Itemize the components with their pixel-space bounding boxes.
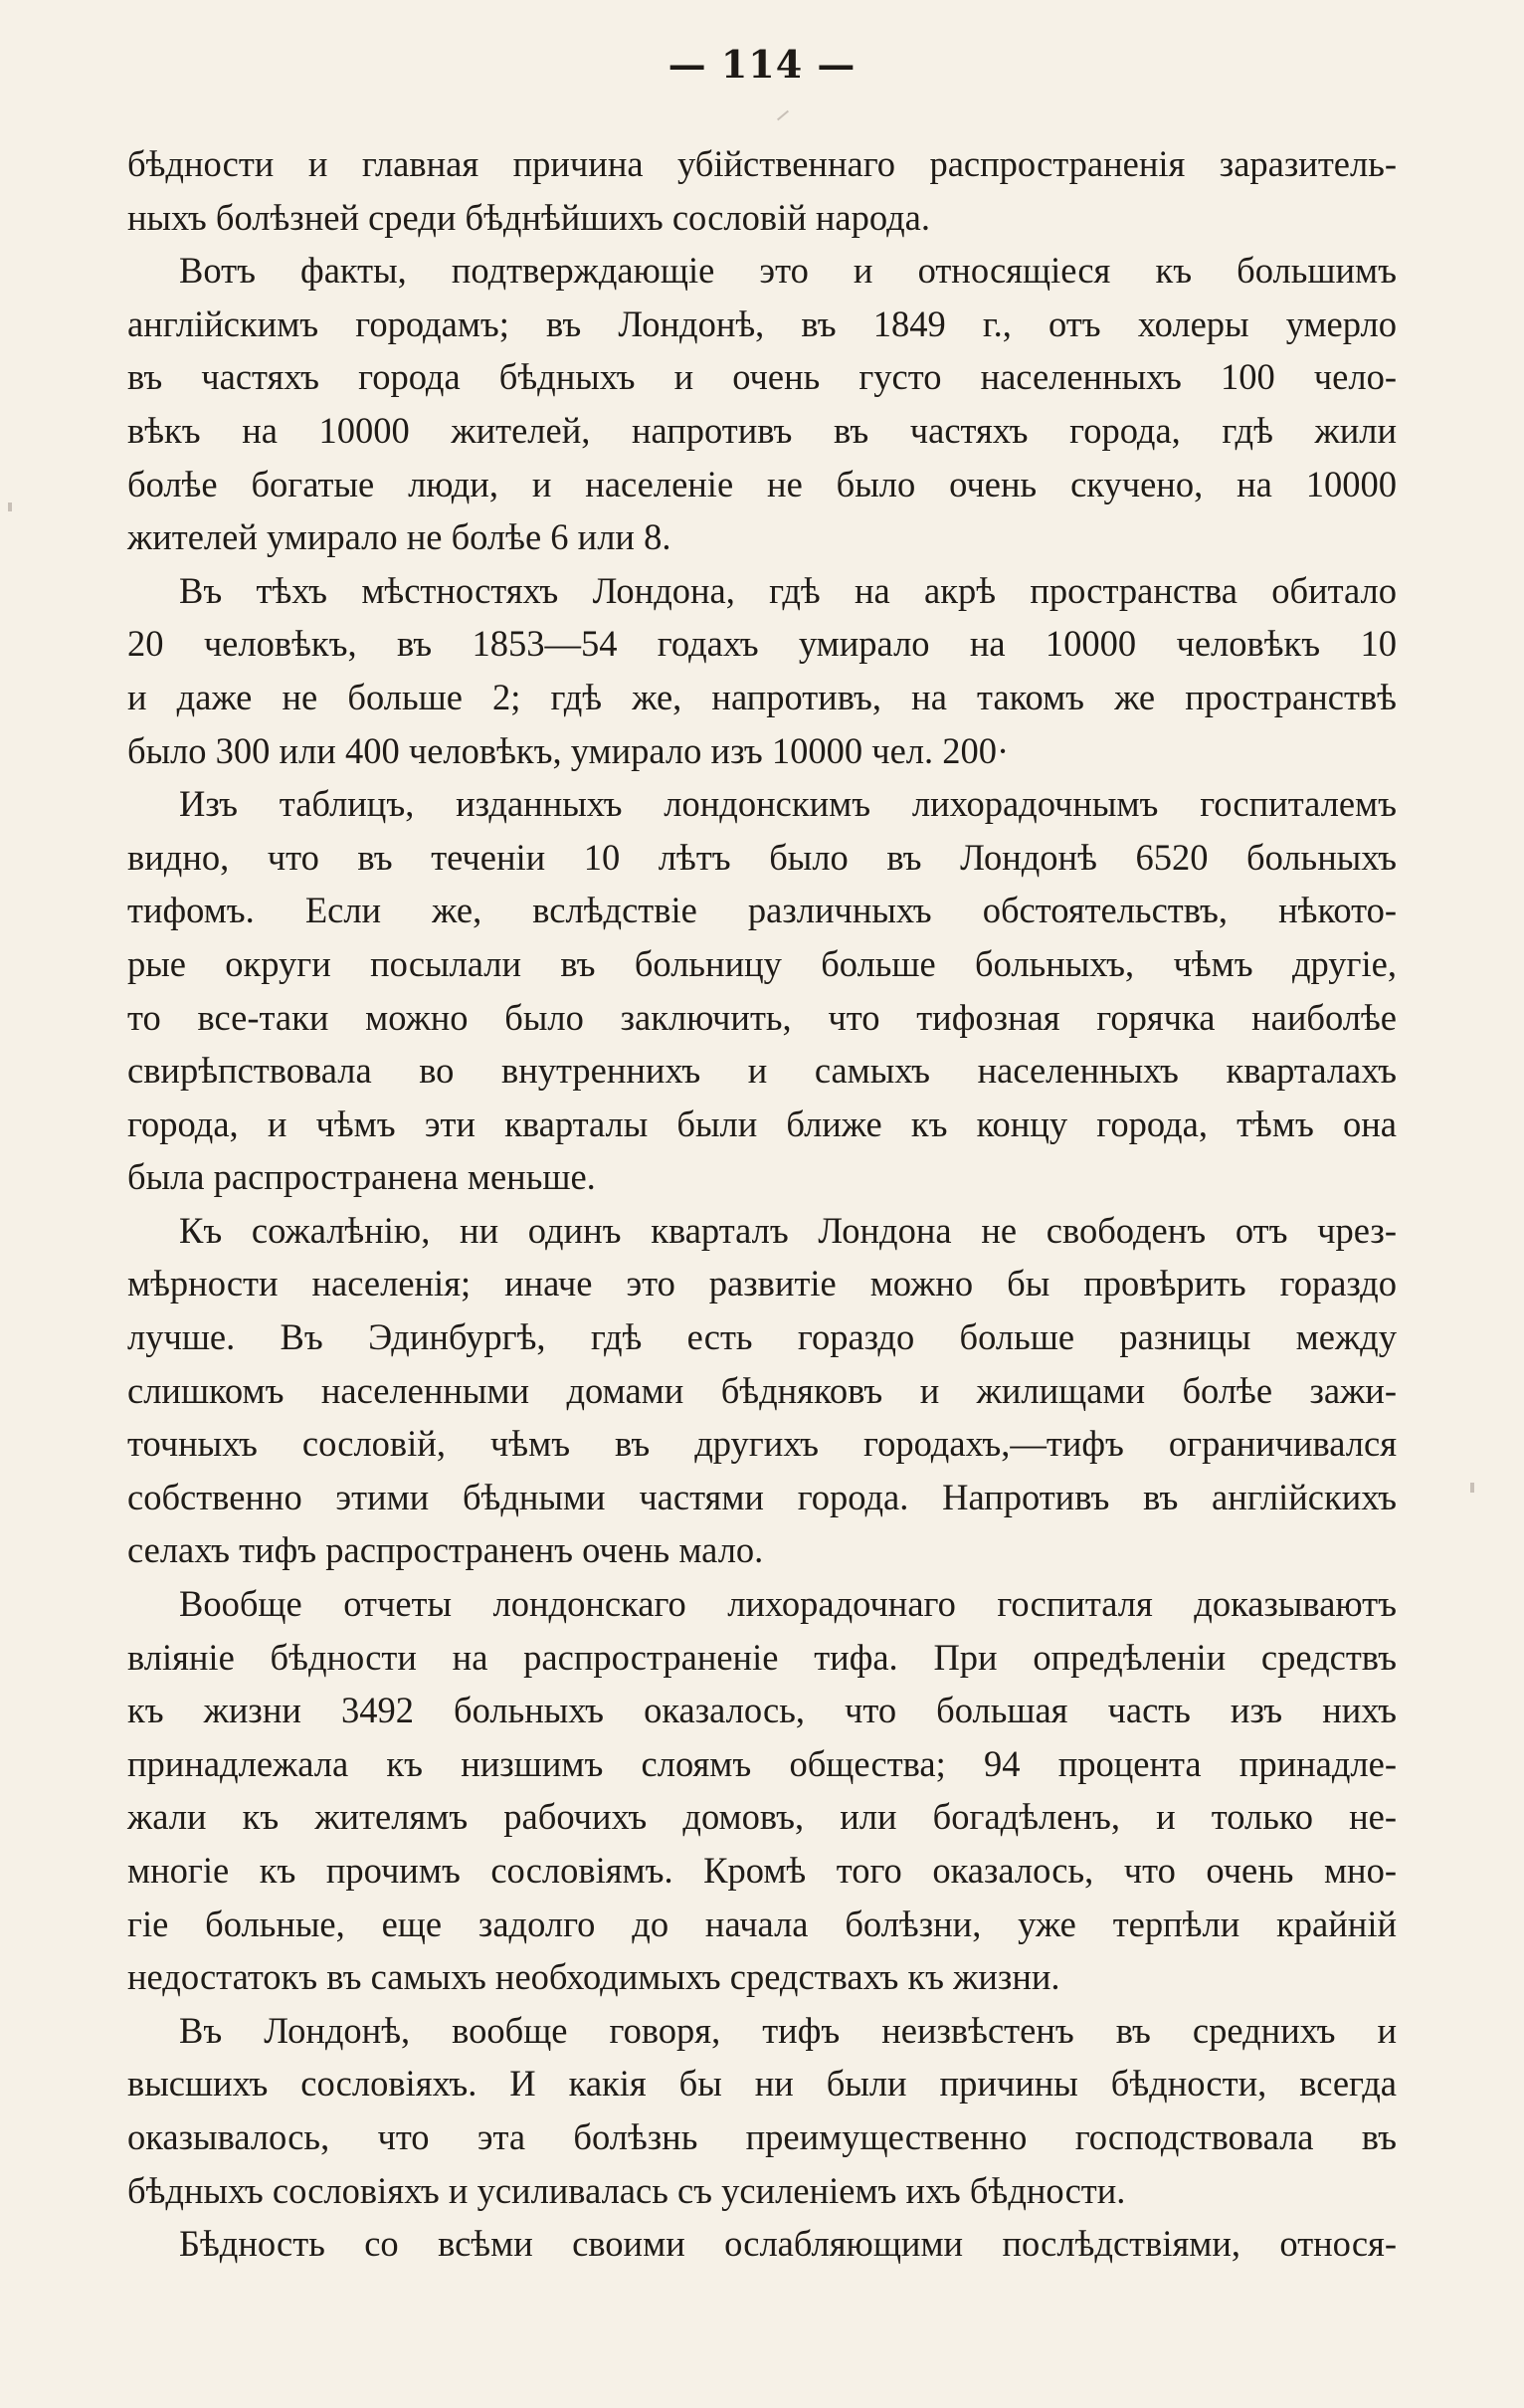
text-line: Къ сожалѣнію, ни одинъ кварталъ Лондона не свободенъ отъ чрез- — [179, 1209, 1397, 1251]
paragraph — [127, 777, 1397, 1204]
text-line: болѣе богатые люди, и населеніе не было очень скучено, на 10000 — [127, 463, 1397, 504]
paragraph — [127, 564, 1397, 777]
text-line: тифомъ. Если же, вслѣдствіе различныхъ обстоятельствъ, нѣкото- — [127, 890, 1397, 931]
text-line: Вообще отчеты лондонскаго лихорадочнаго госпиталя доказываютъ — [179, 1583, 1397, 1625]
text-line: высшихъ сословіяхъ. И какія бы ни были причины бѣдности, всегда — [127, 2063, 1397, 2105]
text-line: къ жизни 3492 больныхъ оказалось, что большая часть изъ нихъ — [127, 1690, 1397, 1731]
text-line: многіе къ прочимъ сословіямъ. Кромѣ того оказалось, что очень мно- — [127, 1850, 1397, 1891]
paper-speck — [1470, 1483, 1474, 1493]
text-line: была распространена меньше. — [127, 1156, 596, 1198]
paper-speck — [777, 110, 789, 121]
text-line: селахъ тифъ распространенъ очень мало. — [127, 1529, 764, 1571]
text-line: жителей умирало не болѣе 6 или 8. — [127, 516, 671, 558]
paragraph — [127, 137, 1397, 244]
text-line: собственно этими бѣдными частями города. Напротивъ въ англійскихъ — [127, 1476, 1397, 1517]
text-line: въ частяхъ города бѣдныхъ и очень густо населенныхъ 100 чело- — [127, 356, 1397, 398]
text-line: Въ тѣхъ мѣстностяхъ Лондона, гдѣ на акрѣ пространства обитало — [179, 569, 1397, 611]
text-line: то все-таки можно было заключить, что тифозная горячка наиболѣе — [127, 996, 1397, 1038]
text-line: вліяніе бѣдности на распространеніе тифа. При опредѣленіи средствъ — [127, 1636, 1397, 1678]
text-line: 20 человѣкъ, въ 1853—54 годахъ умирало на 10000 человѣкъ 10 — [127, 623, 1397, 665]
text-line: бѣдныхъ сословіяхъ и усиливалась съ усиленіемъ ихъ бѣдности. — [127, 2169, 1126, 2211]
paragraph — [127, 2004, 1397, 2217]
text-line: видно, что въ теченіи 10 лѣтъ было въ Лондонѣ 6520 больныхъ — [127, 836, 1397, 878]
text-line: жали къ жителямъ рабочихъ домовъ, или богадѣленъ, и только не- — [127, 1796, 1397, 1838]
body-text — [127, 137, 1397, 2271]
text-line: гіе больные, еще задолго до начала болѣзни, уже терпѣли крайній — [127, 1903, 1397, 1944]
text-line: Изъ таблицъ, изданныхъ лондонскимъ лихорадочнымъ госпиталемъ — [179, 783, 1397, 825]
text-line: Вотъ факты, подтверждающіе это и относящіеся къ большимъ — [179, 250, 1397, 292]
text-line: вѣкъ на 10000 жителей, напротивъ въ частяхъ города, гдѣ жили — [127, 409, 1397, 451]
text-line: Въ Лондонѣ, вообще говоря, тифъ неизвѣстенъ въ среднихъ и — [179, 2009, 1397, 2051]
text-line: мѣрности населенія; иначе это развитіе можно бы провѣрить гораздо — [127, 1263, 1397, 1304]
text-line: было 300 или 400 человѣкъ, умирало изъ 10000 чел. 200· — [127, 729, 1010, 771]
text-line: ныхъ болѣзней среди бѣднѣйшихъ сословій народа. — [127, 196, 930, 238]
text-line: принадлежала къ низшимъ слоямъ общества; 94 процента принадле- — [127, 1742, 1397, 1784]
paragraph — [127, 1204, 1397, 1577]
text-line: англійскимъ городамъ; въ Лондонѣ, въ 1849 г., отъ холеры умерло — [127, 302, 1397, 344]
paragraph — [127, 1577, 1397, 2004]
text-line: и даже не больше 2; гдѣ же, напротивъ, на такомъ же пространствѣ — [127, 676, 1397, 717]
text-line: недостатокъ въ самыхъ необходимыхъ средствахъ къ жизни. — [127, 1956, 1060, 1998]
paragraph — [127, 2217, 1397, 2271]
page-number-header: — 114 — — [667, 42, 857, 87]
text-line: слишкомъ населенными домами бѣдняковъ и жилищами болѣе зажи- — [127, 1369, 1397, 1411]
text-line: свирѣпствовала во внутреннихъ и самыхъ населенныхъ кварталахъ — [127, 1050, 1397, 1092]
text-line: бѣдности и главная причина убійственнаго распространенія заразитель- — [127, 143, 1397, 184]
text-line: точныхъ сословій, чѣмъ въ другихъ городахъ,—тифъ ограничивался — [127, 1423, 1397, 1465]
paragraph — [127, 244, 1397, 564]
text-line: рые округи посылали въ больницу больше больныхъ, чѣмъ другіе, — [127, 942, 1397, 984]
text-line: лучше. Въ Эдинбургѣ, гдѣ есть гораздо больше разницы между — [127, 1316, 1397, 1358]
text-line: оказывалось, что эта болѣзнь преимущественно господствовала въ — [127, 2115, 1397, 2157]
text-line: города, и чѣмъ эти кварталы были ближе къ концу города, тѣмъ она — [127, 1103, 1397, 1144]
text-line: Бѣдность со всѣми своими ослабляющими послѣдствіями, относя- — [179, 2223, 1397, 2265]
paper-speck — [8, 502, 12, 511]
